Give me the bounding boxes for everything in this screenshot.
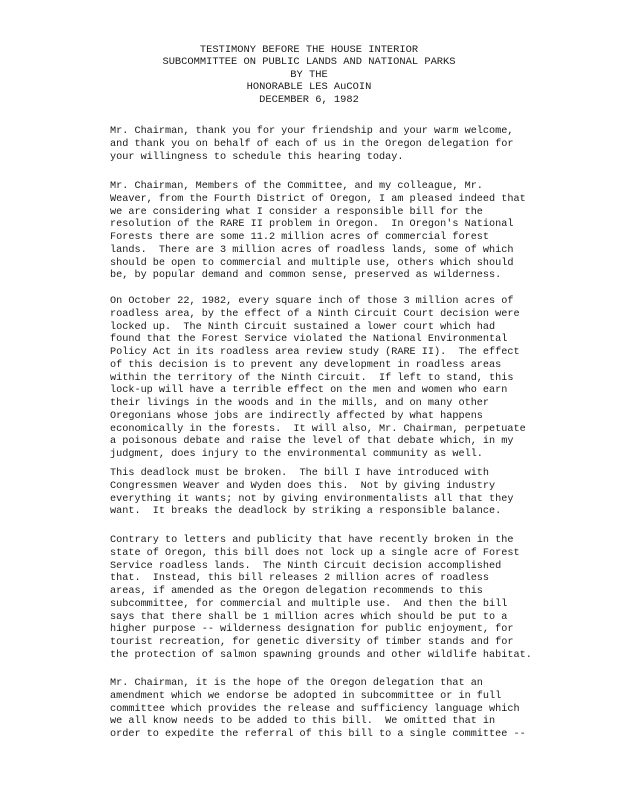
text-line: Mr. Chairman, thank you for your friendship and your warm welcome, (110, 126, 514, 137)
header-line: HONORABLE LES AuCOIN (246, 81, 372, 94)
paragraph-6 (110, 678, 610, 742)
text-line: their livings in the woods and in the mills, and on many other (110, 398, 490, 409)
paragraph-2 (110, 181, 610, 283)
text-line: a poisonous debate and raise the level of that debate which, in my (110, 436, 514, 448)
text-line: says that there shall be 1 million acres which should be put to a (110, 611, 508, 623)
text-line: amendment which we endorse be adopted in subcommittee or in full (110, 690, 502, 702)
text-line: lock-up will have a terrible effect on the men and women who earn (110, 385, 508, 397)
text-line: be, by popular demand and common sense, preserved as wilderness. (110, 270, 502, 282)
text-line: Service roadless lands. The Ninth Circuit decision accomplished (110, 560, 502, 572)
text-line: everything it wants; not by giving environmentalists all that they (110, 493, 514, 505)
text-line: should be open to commercial and multiple use, others which should (110, 257, 514, 269)
testimony-header (0, 44, 618, 106)
text-line: of this decision is to prevent any development in roadless areas (110, 359, 502, 371)
paragraph-1 (110, 126, 610, 164)
text-line: and thank you on behalf of each of us in the Oregon delegation for (110, 138, 514, 150)
text-line: Mr. Chairman, Members of the Committee, and my colleague, Mr. (110, 181, 483, 192)
text-line: Forests there are some 11.2 million acres of commercial forest (110, 232, 490, 243)
text-line: want. It breaks the deadlock by striking a responsible balance. (110, 506, 502, 518)
text-line: economically in the forests. It will also, Mr. Chairman, perpetuate (110, 423, 526, 435)
text-line: your willingness to schedule this hearing today. (110, 151, 404, 163)
text-line: higher purpose -- wilderness designation for public enjoyment, for (110, 624, 514, 636)
header-line: BY THE (290, 68, 328, 81)
text-line: Mr. Chairman, it is the hope of the Oregon delegation that an (110, 678, 483, 689)
paragraph-4 (110, 468, 610, 519)
text-line: areas, if amended as the Oregon delegation recommends to this (110, 586, 483, 597)
text-line: Contrary to letters and publicity that have recently broken in the (110, 535, 514, 546)
text-line: we all know needs to be added to this bill. We omitted that in (110, 716, 496, 728)
text-line: the protection of salmon spawning grounds and other wildlife habitat. (110, 649, 532, 661)
text-line: state of Oregon, this bill does not lock up a single acre of Forest (110, 547, 520, 559)
text-line: Congressmen Weaver and Wyden does this. Not by giving industry (110, 480, 496, 492)
text-line: lands. There are 3 million acres of roadless lands, some of which (110, 244, 514, 256)
text-line: committee which provides the release and sufficiency language which (110, 703, 520, 715)
text-line: Policy Act in its roadless area review study (RARE II). The effect (110, 347, 520, 358)
header-line: TESTIMONY BEFORE THE HOUSE INTERIOR (199, 44, 419, 56)
text-line: Weaver, from the Fourth District of Oregon, I am pleased indeed that (110, 193, 526, 205)
text-line: that. Instead, this bill releases 2 million acres of roadless (110, 573, 490, 585)
text-line: order to expedite the referral of this bill to a single committee -- (110, 729, 526, 740)
text-line: within the territory of the Ninth Circuit. If left to stand, this (110, 372, 514, 384)
text-line: resolution of the RARE II problem in Oregon. In Oregon's National (110, 219, 514, 231)
text-line: This deadlock must be broken. The bill I have introduced with (110, 468, 490, 479)
text-line: we are considering what I consider a responsible bill for the (110, 206, 483, 218)
text-line: judgment, does injury to the environmental community as well. (110, 449, 483, 460)
text-line: Oregonians whose jobs are indirectly affected by what happens (110, 410, 483, 422)
text-line: locked up. The Ninth Circuit sustained a lower court which had (110, 321, 496, 333)
paragraph-5 (110, 535, 610, 663)
header-line: DECEMBER 6, 1982 (259, 93, 359, 106)
paragraph-3 (110, 296, 610, 462)
header-line: SUBCOMMITTEE ON PUBLIC LANDS AND NATIONAL PARKS (162, 56, 456, 69)
text-line: tourist recreation, for genetic diversity of timber stands and for (110, 637, 514, 648)
text-line: On October 22, 1982, every square inch of those 3 million acres of (110, 296, 514, 307)
text-line: subcommittee, for commercial and multiple use. And then the bill (110, 598, 508, 610)
text-line: found that the Forest Service violated the National Environmental (110, 334, 508, 346)
text-line: roadless area, by the effect of a Ninth Circuit Court decision were (110, 308, 520, 320)
